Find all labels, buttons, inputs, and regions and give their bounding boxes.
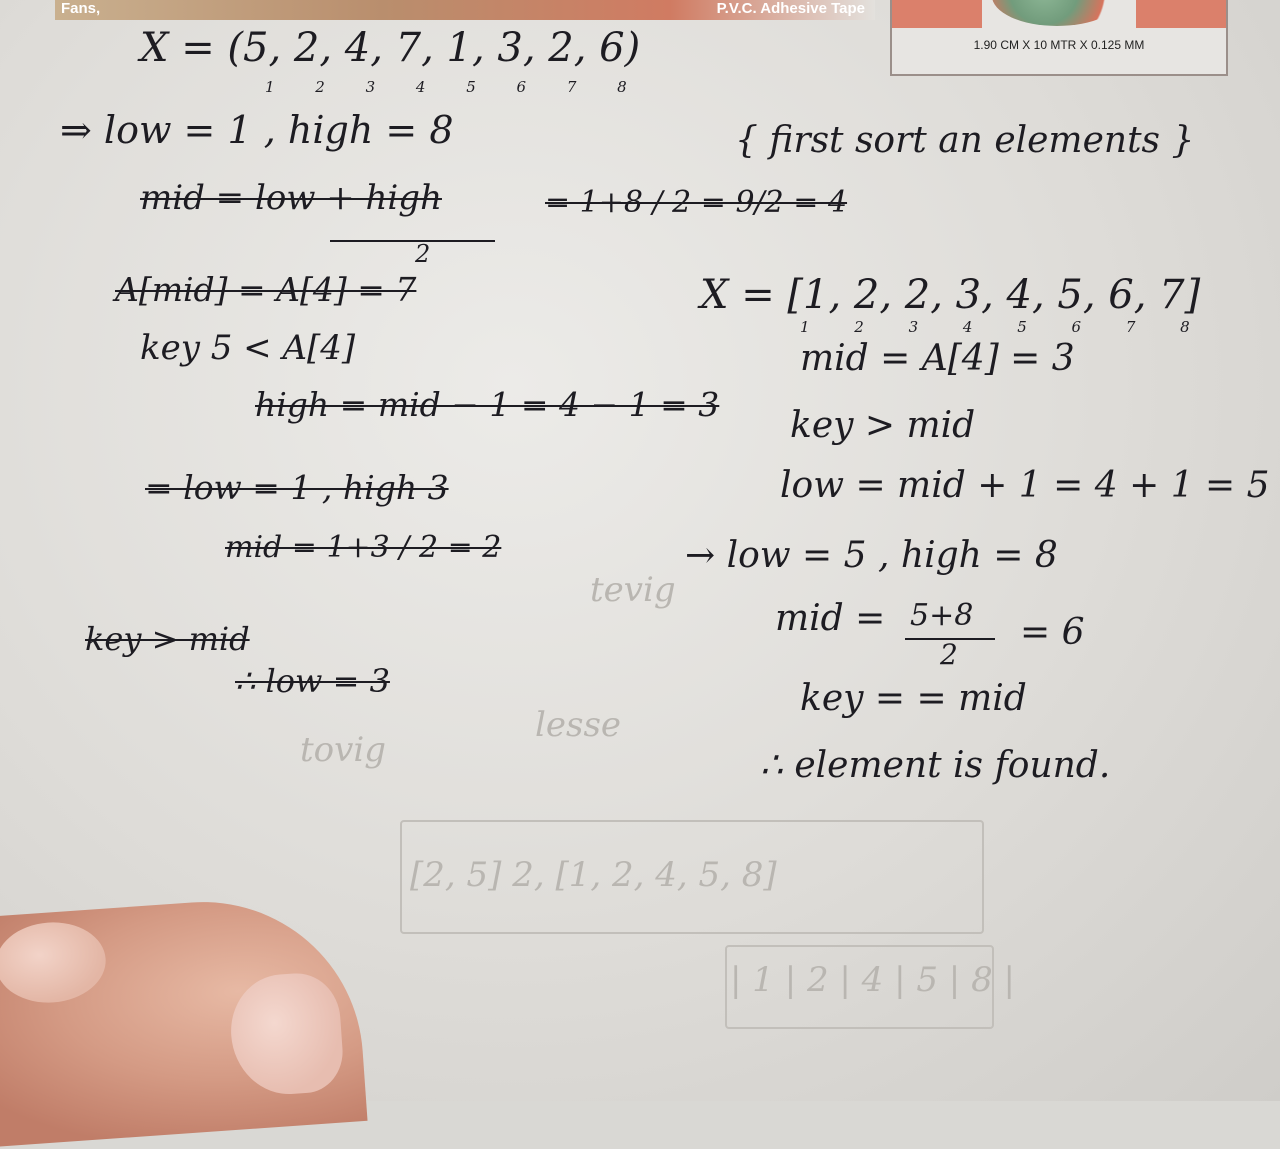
product-label-band-right	[1136, 0, 1226, 28]
thumb-knuckle	[0, 919, 108, 1006]
product-logo-icon	[992, 0, 1122, 26]
mid-3-numerator: 5+8	[910, 598, 974, 633]
sorted-array: X = [1, 2, 2, 3, 4, 5, 6, 7]	[700, 272, 1201, 318]
thumb-nail	[227, 971, 345, 1098]
product-spec: 1.90 CM X 10 MTR X 0.125 MM	[973, 38, 1145, 52]
mid-value: = 1+8 / 2 = 9/2 = 4	[545, 185, 848, 220]
product-label	[890, 0, 1228, 76]
low-high-line: ⇒ low = 1 , high = 8	[60, 108, 454, 152]
low-update-line: low = mid + 1 = 4 + 1 = 5	[780, 465, 1270, 506]
a-mid-line: A[mid] = A[4] = 7	[115, 270, 417, 309]
ghost-mark-4: [2, 5] 2, [1, 2, 4, 5, 8]	[410, 855, 777, 895]
header-strip	[55, 0, 875, 20]
element-found-line: ∴ element is found.	[760, 745, 1111, 786]
ghost-mark-3: tevig	[590, 570, 676, 610]
key-equals-mid-line: key = = mid	[800, 678, 1027, 719]
sort-note: { first sort an elements }	[735, 120, 1195, 161]
mid-3-denominator: 2	[940, 638, 958, 671]
mid-formula-fraction-bar	[330, 240, 495, 242]
thumb	[0, 891, 368, 1148]
ghost-mark-2: lesse	[535, 705, 622, 745]
mid-3-result: = 6	[1020, 612, 1085, 653]
ghost-mark-5: | 1 | 2 | 4 | 5 | 8 |	[730, 960, 1015, 1000]
product-label-band-left	[892, 0, 982, 28]
array-indices: 1 2 3 4 5 6 7 8	[265, 78, 645, 96]
mid-a4-line: mid = A[4] = 3	[800, 338, 1075, 379]
key-greater-mid-2-line: key > mid	[790, 405, 976, 446]
high-update-line: high = mid − 1 = 4 − 1 = 3	[255, 385, 720, 424]
low-high-3-line: → low = 5 , high = 8	[685, 535, 1058, 576]
header-strip-right: P.V.C. Adhesive Tape	[716, 0, 865, 17]
key-less-line: key 5 < A[4]	[140, 328, 356, 368]
mid-formula-denominator: 2	[415, 240, 431, 268]
mid-3-label: mid =	[775, 598, 886, 639]
key-greater-mid-line: key > mid	[85, 620, 250, 658]
header-strip-left: Fans,	[61, 0, 101, 17]
low-high-2-line: = low = 1 , high 3	[145, 468, 449, 507]
low-3-line: ∴ low = 3	[235, 662, 390, 700]
mid-formula: mid = low + high	[140, 178, 442, 218]
mid-2-line: mid = 1+3 / 2 = 2	[225, 530, 502, 565]
sorted-indices: 1 2 3 4 5 6 7 8	[800, 318, 1210, 336]
array-line: X = (5, 2, 4, 7, 1, 3, 2, 6)	[140, 25, 641, 71]
ghost-mark-1: tovig	[300, 730, 386, 770]
